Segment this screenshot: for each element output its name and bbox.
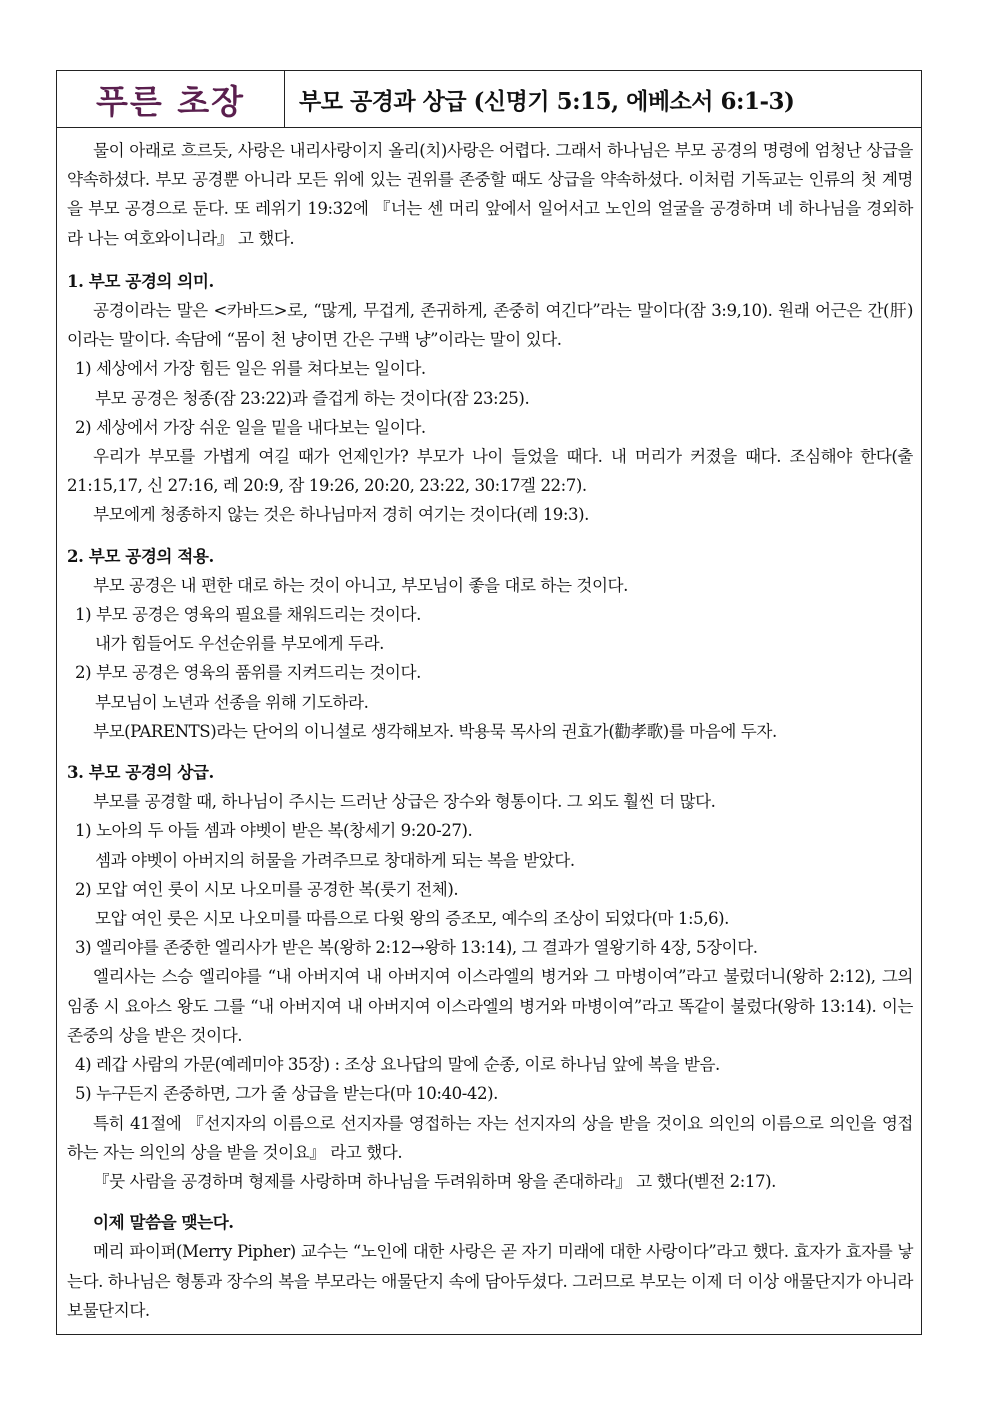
sermon-title: 부모 공경과 상급 (신명기 5:15, 에베소서 6:1-3) (299, 87, 795, 115)
list-item: 3) 엘리야를 존중한 엘리사가 받은 복(왕하 2:12→왕하 13:14), 그 결과가 열왕기하 4장, 5장이다. (75, 938, 758, 958)
list-item: 1) 노아의 두 아들 셈과 야벳이 받은 복(창세기 9:20-27). (75, 821, 473, 841)
paragraph: 부모 공경은 내 편한 대로 하는 것이 아니고, 부모님이 좋을 대로 하는 것이다. (93, 575, 628, 595)
paragraph: 공경이라는 말은 <카바드>로, “많게, 무겁게, 존귀하게, 존중히 여긴다”라는 말이다(잠 3:9,10). 원래 어근은 간(肝)이라는 말이다. 속담에 “몸이 천 냥이면 간은 구백 냥”이라는 말이 있다. (67, 301, 913, 350)
list-item-detail: 모압 여인 룻은 시모 나오미를 따름으로 다윗 왕의 증조모, 예수의 조상이 되었다(마 1:5,6). (95, 909, 730, 929)
paragraph: 우리가 부모를 가볍게 여길 때가 언제인가? 부모가 나이 들었을 때다. 내 머리가 커졌을 때다. 조심해야 한다(출 21:15,17, 신 27:16, 레 20:9, 잠 19:26, 20:20, 23:22, 30:17겔 22:7). (67, 447, 913, 496)
intro-paragraph: 물이 아래로 흐르듯, 사랑은 내리사랑이지 올리(치)사랑은 어렵다. 그래서 하나님은 부모 공경의 명령에 엄청난 상급을 약속하셨다. 부모 공경뿐 아니라 모든 위에 있는 권위를 존중할 때도 상급을 약속하셨다. 이처럼 기독교는 인류의 첫 계명을 부모 공경으로 둔다. 또 레위기 19:32에 『너는 센 머리 앞에서 일어서고 노인의 얼굴을 공경하며 네 하나님을 경외하라 나는 여호와이니라』 고 했다. (67, 141, 913, 248)
list-item: 4) 레갑 사람의 가문(예레미야 35장) : 조상 요나답의 말에 순종, 이로 하나님 앞에 복을 받음. (75, 1055, 720, 1075)
section-1-heading: 1. 부모 공경의 의미. (67, 270, 214, 291)
list-item: 2) 부모 공경은 영육의 품위를 지켜드리는 것이다. (75, 663, 421, 683)
paragraph: 엘리사는 스승 엘리야를 “내 아버지여 내 아버지여 이스라엘의 병거와 그 마병이여”라고 불렀더니(왕하 2:12), 그의 임종 시 요아스 왕도 그를 “내 아버지여 내 아버지여 이스라엘의 병거와 마병이여”라고 똑같이 불렀다(왕하 13:14). 이는 존중의 상을 받은 것이다. (67, 967, 913, 1045)
conclusion-heading: 이제 말씀을 맺는다. (93, 1212, 234, 1233)
paragraph: 부모(PARENTS)라는 단어의 이니셜로 생각해보자. 박용묵 목사의 권효가(勸孝歌)를 마음에 두자. (93, 721, 777, 741)
paragraph: 『뭇 사람을 공경하며 형제를 사랑하며 하나님을 두려워하며 왕을 존대하라』 고 했다(벧전 2:17). (93, 1171, 776, 1191)
list-item: 2) 세상에서 가장 쉬운 일을 밑을 내다보는 일이다. (75, 417, 426, 437)
list-item-detail: 내가 힘들어도 우선순위를 부모에게 두라. (95, 634, 384, 654)
list-item: 2) 모압 여인 룻이 시모 나오미를 공경한 복(룻기 전체). (75, 879, 459, 899)
list-item-detail: 셈과 야벳이 아버지의 허물을 가려주므로 창대하게 되는 복을 받았다. (95, 850, 575, 870)
header (57, 71, 921, 128)
paragraph: 부모에게 청종하지 않는 것은 하나님마저 경히 여기는 것이다(레 19:3). (93, 505, 590, 525)
section-2-heading: 2. 부모 공경의 적용. (67, 545, 214, 566)
bulletin-frame (56, 70, 922, 1335)
list-item: 5) 누구든지 존중하면, 그가 줄 상급을 받는다(마 10:40-42). (75, 1084, 498, 1104)
list-item: 1) 부모 공경은 영육의 필요를 채워드리는 것이다. (75, 605, 421, 625)
section-3-heading: 3. 부모 공경의 상급. (67, 762, 214, 783)
sermon-body (57, 128, 921, 1325)
list-item-detail: 부모님이 노년과 선종을 위해 기도하라. (95, 692, 369, 712)
brand-title: 푸른 초장 (57, 71, 285, 127)
conclusion-paragraph: 메리 파이퍼(Merry Pipher) 교수는 “노인에 대한 사랑은 곧 자기 미래에 대한 사랑이다”라고 했다. 효자가 효자를 낳는다. 하나님은 형통과 장수의 복을 부모라는 애물단지 속에 담아두셨다. 그러므로 부모는 이제 더 이상 애물단지가 아니라 보물단지다. (67, 1242, 913, 1320)
list-item: 1) 세상에서 가장 힘든 일은 위를 쳐다보는 일이다. (75, 359, 426, 379)
paragraph: 부모를 공경할 때, 하나님이 주시는 드러난 상급은 장수와 형통이다. 그 외도 훨씬 더 많다. (93, 792, 716, 812)
paragraph: 특히 41절에 『선지자의 이름으로 선지자를 영접하는 자는 선지자의 상을 받을 것이요 의인의 이름으로 의인을 영접하는 자는 의인의 상을 받을 것이요』 라고 했다. (67, 1113, 913, 1162)
list-item-detail: 부모 공경은 청종(잠 23:22)과 즐겁게 하는 것이다(잠 23:25). (95, 388, 530, 408)
